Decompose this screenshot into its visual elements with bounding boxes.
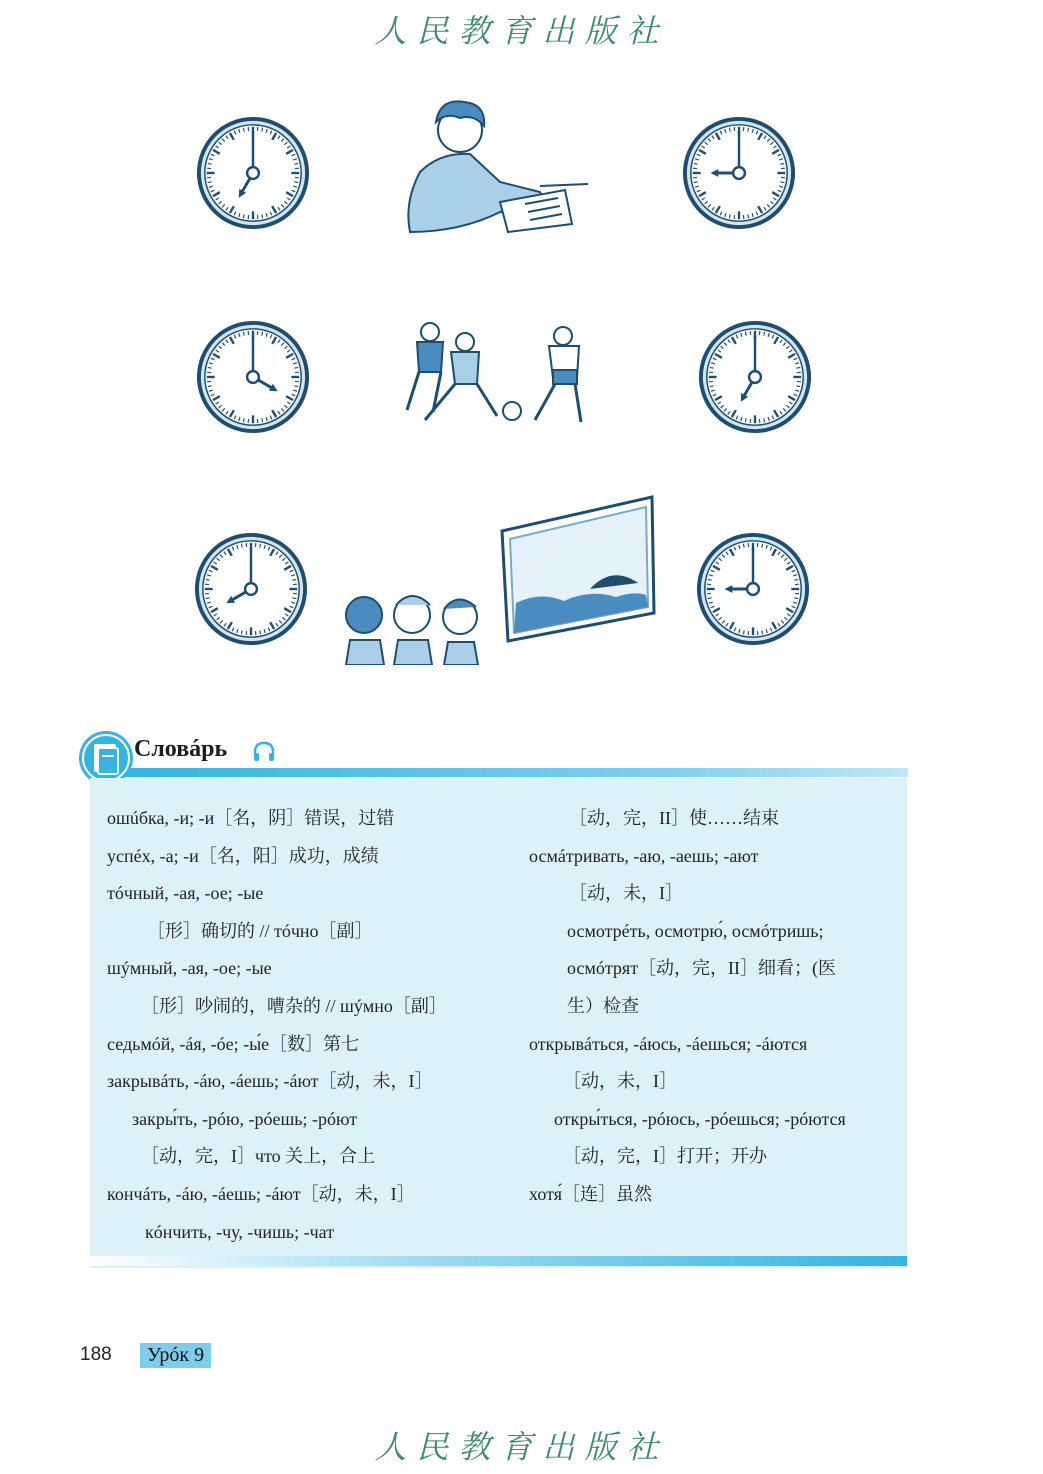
clock-tick (208, 367, 212, 368)
vocab-entry: откры́ться, -рóюсь, -рóешься; -рóются (554, 1108, 846, 1129)
clock-tick (294, 386, 298, 387)
clock-5 (192, 530, 310, 648)
vocab-underline (118, 768, 908, 777)
clock-tick (762, 630, 763, 634)
clock-tick (748, 128, 749, 132)
clock-tick (748, 214, 749, 218)
clock-tick (294, 367, 298, 368)
clock-tick (743, 630, 744, 634)
vocab-entry: ［动，未，I］ (563, 1071, 677, 1092)
clock-3 (194, 318, 312, 436)
vocab-entry: шýмный, -ая, -ое; -ые (107, 958, 272, 979)
clock-tick (710, 367, 714, 368)
vocab-entry: хотя́［连］虽然 (529, 1183, 652, 1204)
clock-tick (260, 630, 261, 634)
children-watching-screen-icon (340, 495, 660, 665)
clock-tick (729, 128, 730, 132)
clock-6 (694, 530, 812, 648)
vocab-entry: ［动，完，I］что 关上，合上 (141, 1146, 376, 1167)
vocab-entry: седьмóй, -áя, -óе; -ы́е［数］第七 (107, 1033, 360, 1054)
clock-tick (762, 544, 763, 548)
vocab-entry: ［形］确切的 // тóчно［副］ (147, 920, 373, 941)
clock-2 (680, 114, 798, 232)
vocab-box-bottom-bar (90, 1256, 907, 1266)
vocab-entry: тóчный, -ая, -ое; -ые (107, 883, 264, 904)
vocab-column-right (529, 800, 899, 1214)
page-number: 188 (80, 1344, 112, 1365)
clock-tick (745, 332, 746, 336)
clock-tick (729, 214, 730, 218)
clock-tick (780, 163, 784, 164)
clock-tick (764, 332, 765, 336)
clock-center (245, 583, 257, 595)
clock-tick (208, 182, 212, 183)
vocab-entry: ошúбка, -и; -и［名，阴］错误，过错 (107, 808, 395, 828)
clock-tick (743, 544, 744, 548)
clock-tick (262, 214, 263, 218)
vocab-entry: успéх, -а; -и［名，阳］成功，成绩 (107, 845, 379, 866)
clock-tick (206, 598, 210, 599)
clock-center (733, 167, 745, 179)
clock-tick (292, 598, 296, 599)
clock-tick (243, 214, 244, 218)
clock-center (747, 583, 759, 595)
publisher-logo-top: 人民教育出版社 (374, 12, 669, 50)
clock-tick (294, 182, 298, 183)
lesson-label: Урóк 9 (140, 1343, 211, 1368)
vocab-entry: осмóтрят［动，完，II］细看；(医 (567, 958, 837, 979)
vocab-entry: кончáть, -áю, -áешь; -áют［动，未，I］ (107, 1183, 415, 1204)
vocab-column-left (107, 800, 517, 1251)
clock-tick (694, 163, 698, 164)
vocab-entry: кóнчить, -чу, -чишь; -чат (145, 1221, 335, 1242)
boys-playing-football-icon (385, 320, 610, 435)
headphones-icon[interactable] (252, 740, 276, 764)
vocab-entry: закры́ть, -рóю, -рóешь; -рóют (132, 1108, 358, 1129)
clock-tick (796, 386, 800, 387)
vocab-entry: осмотрéть, осмотрю́, осмóтришь; (567, 920, 824, 941)
clock-1 (194, 114, 312, 232)
boy-writing-icon (400, 92, 600, 242)
vocab-entry: ［动，完，I］打开；开办 (563, 1146, 767, 1167)
clock-tick (262, 418, 263, 422)
vocab-entry: ［形］吵闹的，嘈杂的 // шýмно［副］ (141, 995, 447, 1016)
clock-center (749, 371, 761, 383)
clock-center (247, 167, 259, 179)
clock-tick (260, 544, 261, 548)
vocab-entry: открывáться, -áюсь, -áешься; -áются (529, 1033, 808, 1054)
clock-tick (780, 182, 784, 183)
publisher-logo-bottom: 人民教育出版社 (374, 1428, 669, 1466)
clock-tick (694, 182, 698, 183)
clock-center (247, 371, 259, 383)
clock-tick (243, 418, 244, 422)
clock-tick (262, 332, 263, 336)
clock-4 (696, 318, 814, 436)
vocab-title: Словáрь (134, 736, 228, 762)
vocab-entry: осмáтривать, -аю, -аешь; -ают (529, 845, 759, 866)
clock-tick (208, 163, 212, 164)
clock-tick (241, 630, 242, 634)
clock-tick (796, 367, 800, 368)
clock-tick (745, 418, 746, 422)
vocab-entry: 生）检查 (567, 995, 639, 1016)
clock-tick (710, 386, 714, 387)
clock-tick (243, 128, 244, 132)
clock-tick (294, 163, 298, 164)
clock-tick (794, 598, 798, 599)
clock-tick (208, 386, 212, 387)
clock-tick (708, 598, 712, 599)
clock-tick (206, 579, 210, 580)
clock-tick (292, 579, 296, 580)
clock-tick (243, 332, 244, 336)
vocab-entry: закрывáть, -áю, -áешь; -áют［动，未，I］ (107, 1071, 433, 1092)
clock-tick (241, 544, 242, 548)
vocab-entry: ［动，完，II］使……结束 (569, 808, 779, 828)
vocab-entry: ［动，未，I］ (569, 883, 683, 904)
clock-tick (262, 128, 263, 132)
clock-tick (764, 418, 765, 422)
clock-tick (794, 579, 798, 580)
clock-tick (708, 579, 712, 580)
